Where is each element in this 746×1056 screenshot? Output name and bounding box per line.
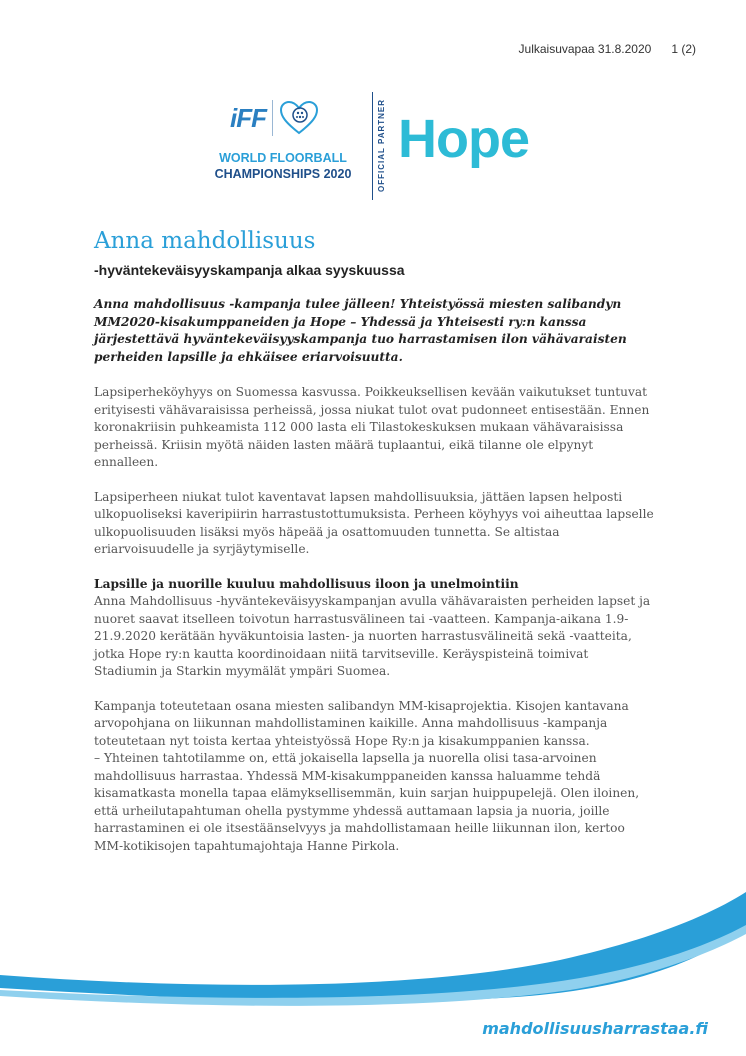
footer-wave-decoration <box>0 880 746 1010</box>
championship-name <box>208 150 358 182</box>
article-title: Anna mahdollisuus <box>94 228 316 254</box>
championship-line-1: WORLD FLOORBALL <box>219 151 347 165</box>
paragraph-4a: Kampanja toteutetaan osana miesten salibandyn MM-kisaprojektia. Kisojen kantavana arvopohjana on liikunnan mahdollistaminen kaikille. Anna mahdollisuus -kampanja toteutetaan nyt toista kertaa yhteistyössä Hope Ry:n ja kisakumppanien kanssa. <box>94 698 629 748</box>
section-heading: Lapsille ja nuorille kuuluu mahdollisuus iloon ja unelmointiin <box>94 576 519 591</box>
logo-block <box>206 92 566 202</box>
official-partner-label <box>372 92 387 200</box>
page-number: 1 (2) <box>671 42 696 56</box>
championship-line-2: CHAMPIONSHIPS 2020 <box>214 167 352 181</box>
paragraph-2: Lapsiperheen niukat tulot kaventavat lapsen mahdollisuuksia, jättäen lapsen helposti ulkopuoliseksi kaveripiirin harrastustottumuksista. Perheen köyhyys voi aiheuttaa lapselle ulkopuolisuuden lisäksi myös häpeää ja osattomuuden tunnetta. Se altistaa eriarvoisuudelle ja syrjäytymiselle. <box>94 489 654 556</box>
hope-logo: Hope <box>398 109 529 169</box>
iff-logo <box>230 100 319 136</box>
lead-paragraph: Anna mahdollisuus -kampanja tulee jälleen! Yhteistyössä miesten salibandyn MM2020-kisakumppaneiden ja Hope – Yhdessä ja Yhteisesti ry:n kanssa järjestettävä hyväntekeväisyyskampanja tuo harrastamisen ilon vähävaraisten perheiden lapsille ja ehkäisee eriarvoisuutta. <box>94 297 627 364</box>
floorball-heart-icon <box>279 100 319 136</box>
iff-wordmark: iFF <box>230 102 266 133</box>
campaign-url[interactable]: mahdollisuusharrastaa.fi <box>482 1019 708 1038</box>
paragraph-3: Anna Mahdollisuus -hyväntekeväisyyskampanjan avulla vähävaraisten perheiden lapset ja nuoret saavat itselleen toivotun harrastusvälineen tai -vaatteen. Kampanja-aikana 1.9-21.9.2020 kerätään hyväkuntoisia lasten- ja nuorten harrastusvälineitä sekä -vaatteita, jotka Hope ry:n kautta koordinoidaan niitä tarvitseville. Keräyspisteinä toimivat Stadiumin ja Starkin myymälät ympäri Suomea. <box>94 594 651 678</box>
paragraph-1: Lapsiperheköyhyys on Suomessa kasvussa. Poikkeuksellisen kevään vaikutukset tuntuvat erityisesti vähävaraisissa perheissä, jossa niukat tulot ovat pudonneet entisestään. Ennen koronakriisin puhkeamista 112 000 lasta eli Tilastokeskuksen mukaan vähävaraisissa perheissä. Kriisin myötä näiden lasten määrä tuplaantui, eikä tilanne ole elpynyt ennalleen. <box>94 385 650 469</box>
paragraph-4b: – Yhteinen tahtotilamme on, että jokaisella lapsella ja nuorella olisi tasa-arvoinen mahdollisuus harrastaa. Yhdessä MM-kisakumppaneiden kanssa haluamme tehdä kisamatkasta monella tapaa elämyksellisemmän, kuin sarjan huippupelejä. Olen iloinen, että urheilutapahtuman ohella pystymme yhdessä auttamaan lapsia ja nuoria, joille harrastaminen ei ole itsestäänselvyys ja mahdollistamaan heille liikunnan ilon, kertoo MM-kotikisojen tapahtumajohtaja Hanne Pirkola. <box>94 751 640 853</box>
header-meta <box>519 42 696 56</box>
release-date: Julkaisuvapaa 31.8.2020 <box>518 42 652 56</box>
official-partner-text: OFFICIAL PARTNER <box>377 98 386 192</box>
article-subtitle: -hyväntekeväisyyskampanja alkaa syyskuussa <box>94 262 405 278</box>
article-body <box>94 296 654 872</box>
iff-divider <box>272 100 273 136</box>
